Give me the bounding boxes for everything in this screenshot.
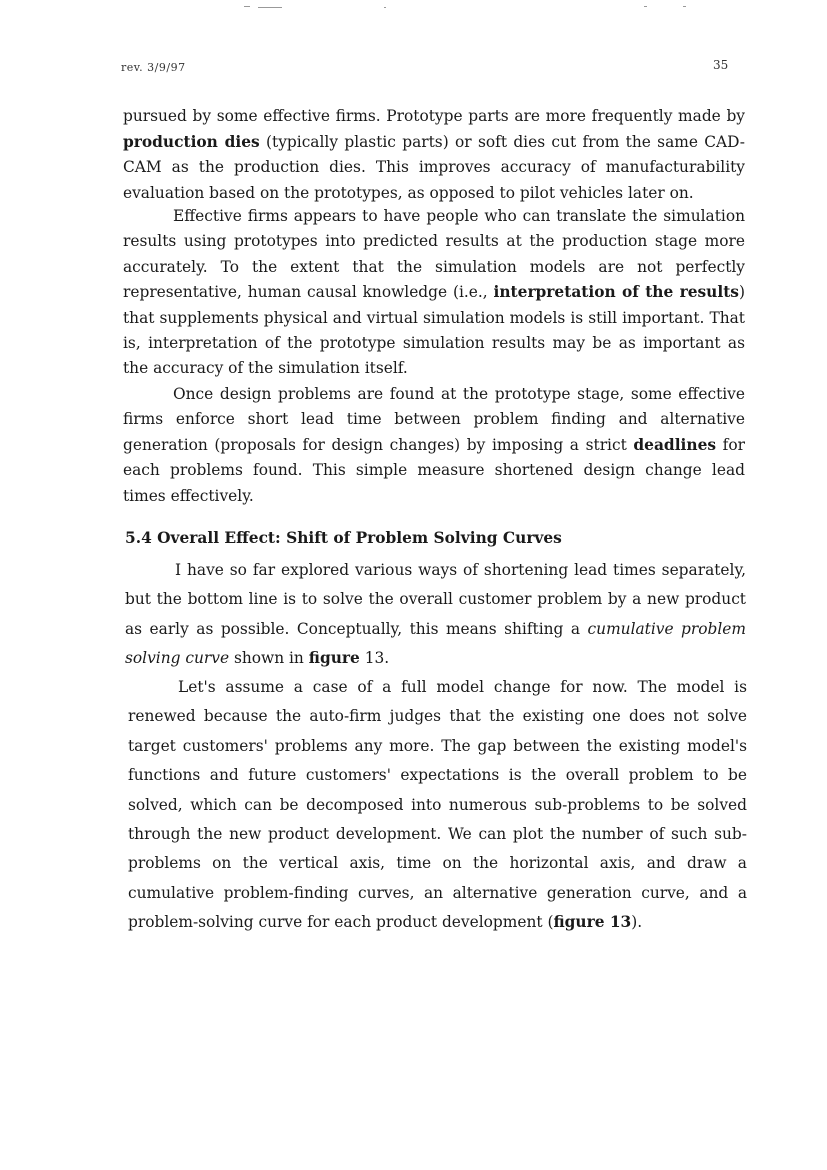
scan-artifact	[644, 6, 647, 7]
bold-term-production-dies: production dies	[123, 132, 260, 151]
scan-artifact	[258, 7, 282, 8]
paragraph-text: I have so far explored various ways of shortening lead times separately, but the bottom line is to solve the overall customer problem by a new product as early as possible. Conceptually, this means shifting a	[125, 561, 746, 638]
page-number: 35	[713, 58, 729, 72]
paragraph-model-change	[128, 673, 747, 938]
paragraph-overall-effect	[125, 556, 746, 674]
section-heading: 5.4 Overall Effect: Shift of Problem Solving Curves	[125, 529, 562, 547]
paragraph-text: (typically plastic parts) or soft dies cut from the same CAD-CAM as the production dies. This improves accuracy of manufacturability evaluation based on the prototypes, as opposed to pilot vehicles later on.	[123, 132, 745, 202]
paragraph-deadlines	[123, 382, 745, 509]
paragraph-interpretation	[123, 204, 745, 382]
paragraph-text: 13.	[359, 649, 390, 668]
paragraph-text: pursued by some effective firms. Prototype parts are more frequently made by	[123, 107, 745, 125]
paragraph-text: ).	[631, 913, 643, 932]
paragraph-text: Once design problems are found at the prototype stage, some effective firms enforce short lead time between problem finding and alternative generation (proposals for design changes) by imposing a strict	[123, 385, 745, 454]
bold-term-deadlines: deadlines	[633, 435, 717, 454]
figure-reference: figure 13	[553, 913, 632, 932]
paragraph-text: Effective firms appears to have people who can translate the simulation results using prototypes into predicted results at the production stage more accurately. To the extent that the simulation models are not perfectly representative, human causal knowledge (i.e.,	[123, 207, 745, 302]
revision-date: rev. 3/9/97	[121, 61, 186, 74]
paragraph-text: Let's assume a case of a full model change for now. The model is renewed because the auto-firm judges that the existing one does not solve target customers' problems any more. The gap between the existing model's functions and future customers' expectations is the overall problem to be solved, which can be decomposed into numerous sub-problems to be solved through the new product development. We can plot the number of such sub-problems on the vertical axis, time on the horizontal axis, and draw a cumulative problem-finding curves, an alternative generation curve, and a problem-solving curve for each product development (	[128, 678, 747, 932]
bold-term-interpretation: interpretation of the results	[493, 283, 739, 302]
paragraph-text: for each problems found. This simple measure shortened design change lead times effectively.	[123, 435, 745, 505]
scan-artifact	[244, 6, 250, 7]
paragraph-prototype-parts	[123, 104, 745, 206]
scan-artifact	[683, 6, 686, 7]
figure-reference: figure	[308, 649, 360, 668]
scan-artifact	[384, 7, 386, 8]
paragraph-text: ) that supplements physical and virtual simulation models is still important. That is, interpretation of the prototype simulation results may be as important as the accuracy of the simulation itself.	[123, 283, 745, 378]
italic-term-curve: cumulative problem solving curve	[125, 619, 746, 668]
paragraph-text: shown in	[229, 649, 309, 668]
